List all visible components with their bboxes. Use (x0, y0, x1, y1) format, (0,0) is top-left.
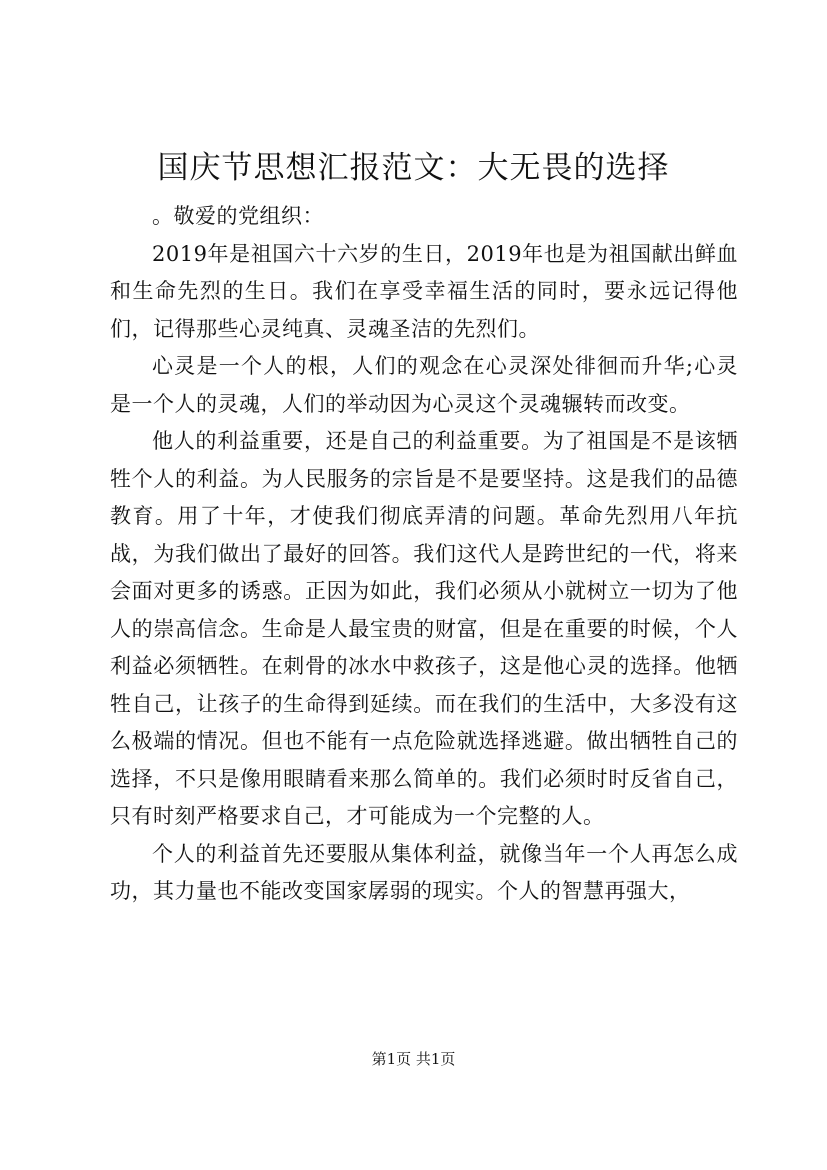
document-body (110, 198, 738, 911)
page-footer: 第1页 共1页 (371, 1050, 456, 1068)
body-paragraph: 个人的利益首先还要服从集体利益，就像当年一个人再怎么成功，其力量也不能改变国家孱弱的现实。个人的智慧再强大， (110, 841, 738, 903)
salutation-paragraph: 。敬爱的党组织： (152, 204, 324, 228)
document-title: 国庆节思想汇报范文：大无畏的选择 (157, 150, 670, 186)
body-paragraph: 2019年是祖国六十六岁的生日，2019年也是为祖国献出鲜血和生命先烈的生日。我们在享受幸福生活的同时，要永远记得他们，记得那些心灵纯真、灵魂圣洁的先烈们。 (110, 241, 738, 341)
body-paragraph: 他人的利益重要，还是自己的利益重要。为了祖国是不是该牺牲个人的利益。为人民服务的宗旨是不是要坚持。这是我们的品德教育。用了十年，才使我们彻底弄清的问题。革命先烈用八年抗战，为我们做出了最好的回答。我们这代人是跨世纪的一代，将来会面对更多的诱惑。正因为如此，我们必须从小就树立一切为了他人的崇高信念。生命是人最宝贵的财富，但是在重要的时候，个人利益必须牺牲。在刺骨的冰水中救孩子，这是他心灵的选择。他牺牲自己，让孩子的生命得到延续。而在我们的生活中，大多没有这么极端的情况。但也不能有一点危险就选择逃避。做出牺牲自己的选择，不只是像用眼睛看来那么简单的。我们必须时时反省自己，只有时刻严格要求自己，才可能成为一个完整的人。 (110, 429, 738, 828)
body-paragraph: 心灵是一个人的根，人们的观念在心灵深处徘徊而升华;心灵是一个人的灵魂，人们的举动因为心灵这个灵魂辗转而改变。 (110, 354, 738, 416)
